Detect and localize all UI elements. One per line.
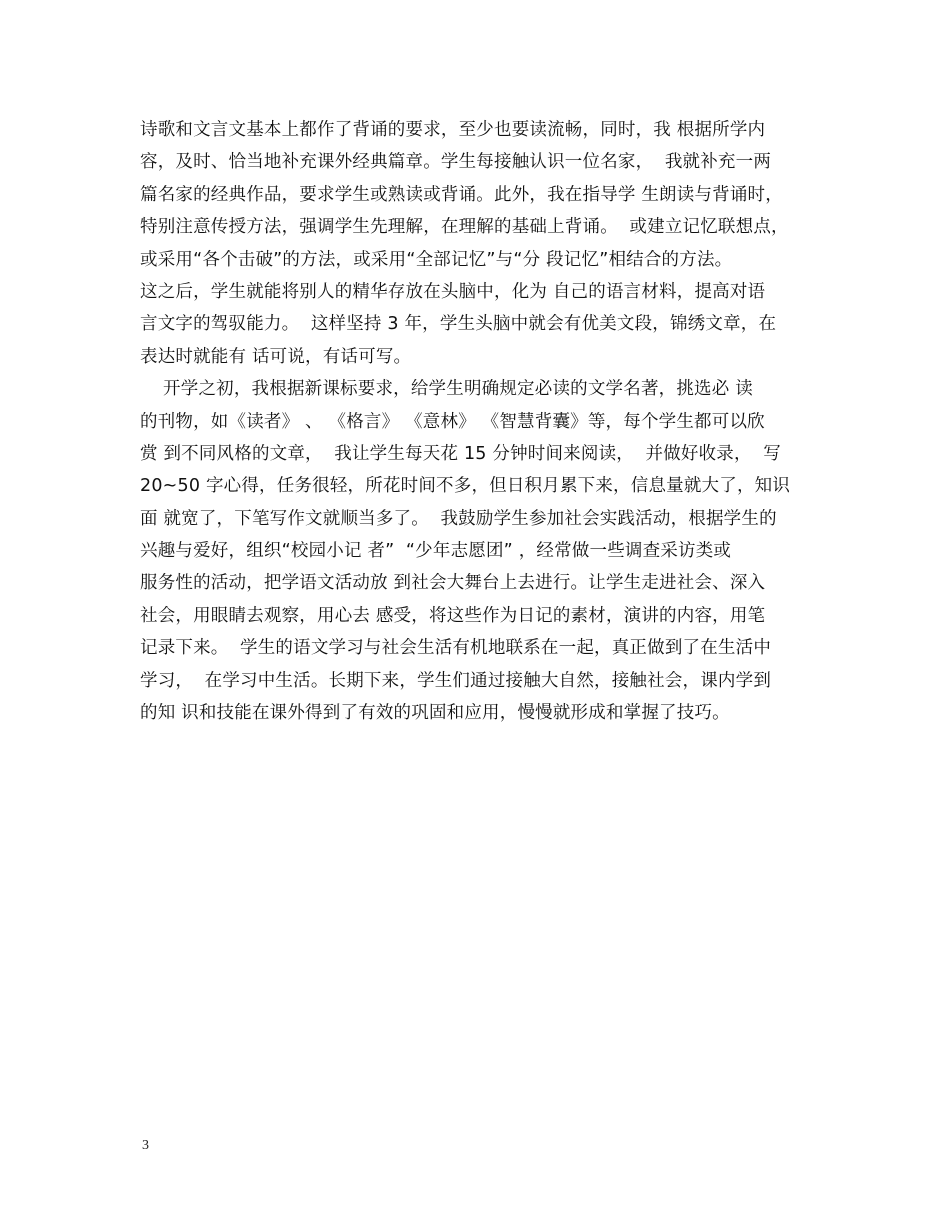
text-line: 赏 到不同风格的文章， 我让学生每天花 15 分钟时间来阅读， 并做好收录， 写 <box>140 443 781 464</box>
text-line: 记录下来。 学生的语文学习与社会生活有机地联系在一起，真正做到了在生活中 <box>140 638 772 659</box>
text-line: 容，及时、恰当地补充课外经典篇章。学生每接触认识一位名家， 我就补充一两 <box>140 152 772 173</box>
text-line: 诗歌和文言文基本上都作了背诵的要求，至少也要读流畅，同时，我 根据所学内 <box>140 120 766 140</box>
text-line: 开学之初，我根据新课标要求，给学生明确规定必读的文学名著，挑选必 读 <box>140 379 753 400</box>
text-line: 兴趣与爱好，组织“校园小记 者” “少年志愿团” ，经常做一些调查采访类或 <box>140 541 732 562</box>
paragraph-1 <box>140 114 820 373</box>
text-line: 服务性的活动，把学语文活动放 到社会大舞台上去进行。让学生走进社会、深入 <box>140 573 766 594</box>
text-line: 篇名家的经典作品，要求学生或熟读或背诵。此外，我在指导学 生朗读与背诵时， <box>140 184 783 205</box>
text-line: 的刊物，如《读者》 、 《格言》 《意林》 《智慧背囊》等，每个学生都可以欣 <box>140 411 765 432</box>
text-line: 言文字的驾驭能力。 这样坚持 3 年，学生头脑中就会有优美文段，锦绣文章，在 <box>140 314 777 335</box>
paragraph-2 <box>140 373 820 729</box>
text-line: 表达时就能有 话可说，有话可写。 <box>140 346 412 367</box>
text-line: 或采用“各个击破”的方法，或采用“全部记忆”与“分 段记忆”相结合的方法。 <box>140 249 733 270</box>
text-line: 这之后，学生就能将别人的精华存放在头脑中，化为 自己的语言材料，提高对语 <box>140 281 766 302</box>
body-text <box>140 114 820 729</box>
text-line: 20~50 字心得，任务很轻，所花时间不多，但日积月累下来，信息量就大了，知识 <box>140 476 791 497</box>
text-line: 面 就宽了，下笔写作文就顺当多了。 我鼓励学生参加社会实践活动，根据学生的 <box>140 508 777 529</box>
text-line: 学习， 在学习中生活。长期下来，学生们通过接触大自然，接触社会，课内学到 <box>140 670 772 691</box>
text-line: 的知 识和技能在课外得到了有效的巩固和应用，慢慢就形成和掌握了技巧。 <box>140 703 730 724</box>
text-line: 社会，用眼睛去观察，用心去 感受，将这些作为日记的素材，演讲的内容，用笔 <box>140 605 766 626</box>
page-number: 3 <box>142 1138 149 1153</box>
text-line: 特别注意传授方法，强调学生先理解，在理解的基础上背诵。 或建立记忆联想点， <box>140 217 789 238</box>
